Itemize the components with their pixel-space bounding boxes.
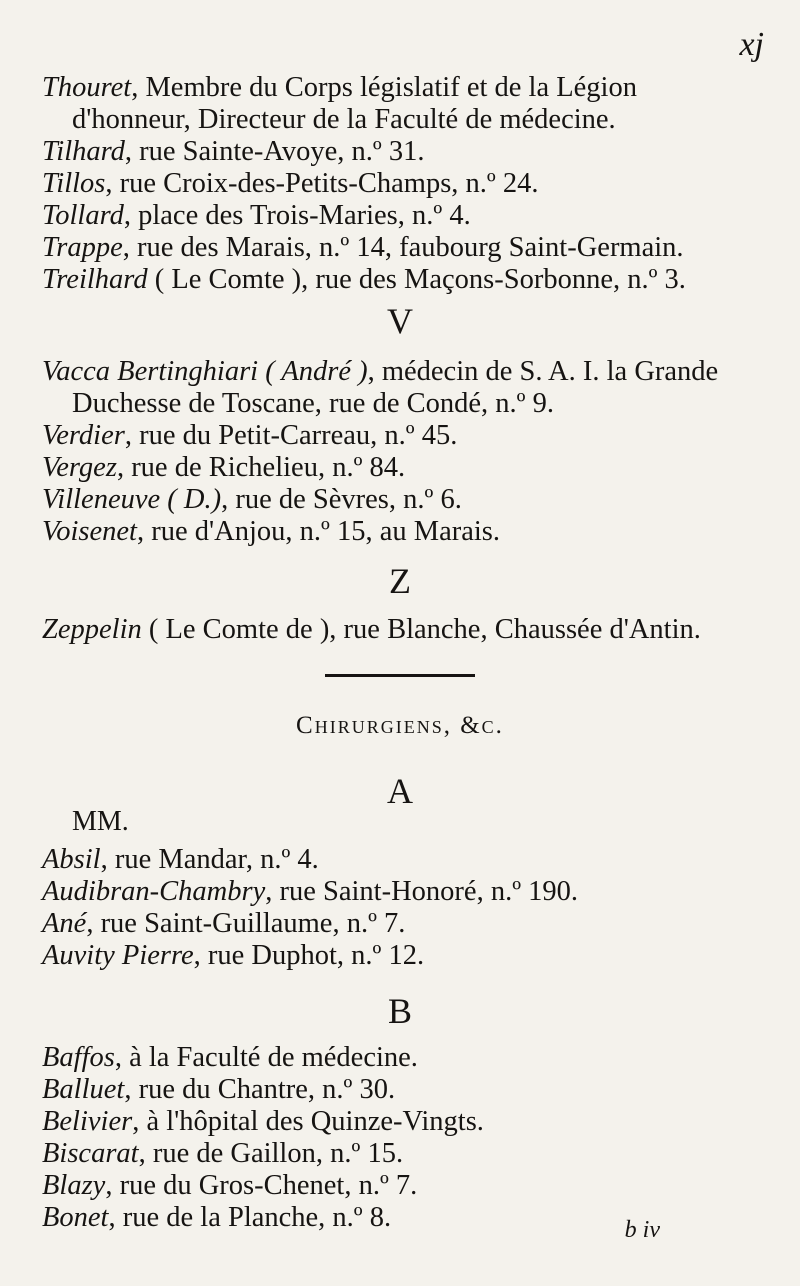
letter-heading-v: V	[387, 301, 413, 341]
entry-address: , rue Croix-des-Petits-Champs, n.º 24.	[105, 168, 539, 199]
list-item	[42, 908, 760, 940]
list-item	[42, 1106, 760, 1138]
entry-address: , à la Faculté de médecine.	[114, 1042, 418, 1073]
list-item	[42, 136, 760, 168]
list-item	[42, 232, 760, 264]
list-item	[42, 1138, 760, 1170]
entry-address: , Membre du Corps législatif et de la Légion	[131, 72, 637, 103]
entry-address: , rue Saint-Guillaume, n.º 7.	[86, 908, 406, 939]
entry-name: Audibran-Chambry	[42, 876, 266, 907]
entry-name: Verdier	[42, 420, 125, 451]
entry-address: , rue des Marais, n.º 14, faubourg Saint-Germain.	[122, 232, 684, 263]
entry-name: Thouret	[42, 72, 132, 103]
entry-address: , rue de Gaillon, n.º 15.	[138, 1138, 404, 1169]
entry-continuation: d'honneur, Directeur de la Faculté de médecine.	[72, 104, 616, 135]
list-item	[42, 1074, 760, 1106]
entry-name: Blazy	[42, 1170, 106, 1201]
entry-address: , rue Mandar, n.º 4.	[100, 844, 319, 875]
entry-name: Tillos	[42, 168, 106, 199]
list-item	[42, 844, 760, 876]
entry-name: Trappe	[42, 232, 123, 263]
list-item	[42, 516, 760, 548]
entries-v	[42, 356, 760, 548]
section-title	[0, 712, 800, 740]
section-title-text: Chirurgiens, &c.	[296, 712, 504, 739]
entry-name: Balluet	[42, 1074, 125, 1105]
entry-name: Vacca Bertinghiari ( André )	[42, 356, 368, 387]
entry-name: Ané	[42, 908, 87, 939]
entry-address: , rue Saint-Honoré, n.º 190.	[265, 876, 579, 907]
entries-z	[42, 614, 760, 646]
entry-address: ( Le Comte ), rue des Maçons-Sorbonne, n.º 3.	[147, 264, 686, 295]
entry-name: Absil	[42, 844, 101, 875]
entry-address: ( Le Comte de ), rue Blanche, Chaussée d'Antin.	[141, 614, 701, 645]
entry-address: , rue du Gros-Chenet, n.º 7.	[105, 1170, 418, 1201]
list-item	[42, 940, 760, 972]
list-item	[42, 452, 760, 484]
entry-name: Zeppelin	[42, 614, 142, 645]
entry-name: Tollard	[42, 200, 124, 231]
mm-label: MM.	[72, 806, 129, 837]
letter-heading-a: A	[387, 771, 413, 811]
entry-continuation: Duchesse de Toscane, rue de Condé, n.º 9.	[72, 388, 554, 419]
list-item	[42, 614, 760, 646]
list-item	[42, 200, 760, 232]
entry-address: , rue de Sèvres, n.º 6.	[221, 484, 462, 515]
list-item	[42, 168, 760, 200]
entries-a	[42, 844, 760, 972]
entry-name: Belivier	[42, 1106, 133, 1137]
entry-name: Villeneuve ( D.)	[42, 484, 222, 515]
list-item	[42, 264, 760, 296]
entry-name: Treilhard	[42, 264, 148, 295]
entry-name: Biscarat	[42, 1138, 139, 1169]
entry-address: , rue du Chantre, n.º 30.	[124, 1074, 396, 1105]
entry-name: Voisenet	[42, 516, 137, 547]
list-item	[42, 1170, 760, 1202]
entry-address: , rue d'Anjou, n.º 15, au Marais.	[136, 516, 501, 547]
section-rule	[325, 674, 475, 677]
list-item	[42, 420, 760, 452]
entry-name: Baffos	[42, 1042, 115, 1073]
entry-name: Vergez	[42, 452, 117, 483]
list-item	[42, 356, 760, 388]
entry-name: Tilhard	[42, 136, 125, 167]
entry-address: , rue Duphot, n.º 12.	[193, 940, 425, 971]
entry-address: , médecin de S. A. I. la Grande	[367, 356, 719, 387]
list-item	[42, 484, 760, 516]
list-item	[42, 72, 760, 104]
entry-address: , place des Trois-Maries, n.º 4.	[123, 200, 471, 231]
entry-name: Bonet	[42, 1202, 109, 1233]
list-item	[42, 1042, 760, 1074]
folio-number: xj	[739, 26, 764, 63]
entry-address: , rue du Petit-Carreau, n.º 45.	[124, 420, 458, 451]
entries-t	[42, 72, 760, 296]
entry-address: , à l'hôpital des Quinze-Vingts.	[132, 1106, 484, 1137]
entry-address: , rue de Richelieu, n.º 84.	[116, 452, 406, 483]
entry-address: , rue de la Planche, n.º 8.	[108, 1202, 392, 1233]
entries-b	[42, 1042, 760, 1234]
entry-name: Auvity Pierre	[42, 940, 194, 971]
letter-heading-b: B	[387, 991, 412, 1031]
signature-mark: b iv	[624, 1217, 660, 1243]
entry-address: , rue Sainte-Avoye, n.º 31.	[124, 136, 425, 167]
list-item	[42, 876, 760, 908]
letter-heading-z: Z	[389, 561, 411, 601]
